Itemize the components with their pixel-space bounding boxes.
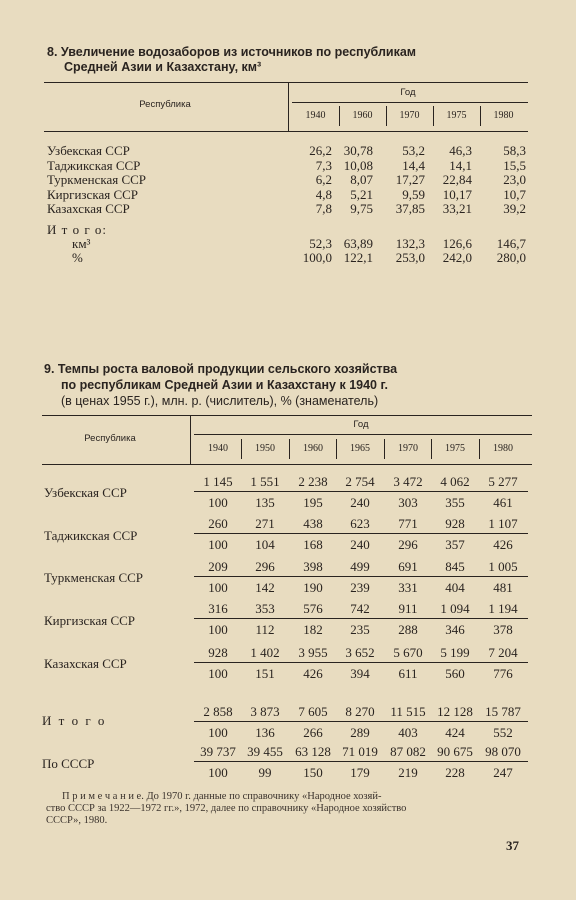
- table9-numerator: 3 873: [250, 704, 280, 719]
- table9-year-4: 1970: [398, 443, 418, 454]
- table9-numerator: 3 955: [298, 645, 328, 660]
- table9-denominator: 100: [208, 622, 228, 637]
- table8-year-3: 1975: [446, 110, 467, 121]
- table9-numerator: 1 107: [488, 516, 518, 531]
- table9-denominator: 100: [208, 725, 228, 740]
- table9-denominator: 228: [445, 765, 465, 780]
- table9-denominator: 346: [445, 622, 465, 637]
- table8-total-row-label: %: [72, 250, 83, 265]
- table9-numerator: 3 652: [345, 645, 375, 660]
- table9-denominator: 150: [303, 765, 323, 780]
- table8-cell: 14,1: [449, 158, 472, 173]
- table8-row-label: Казахская ССР: [47, 201, 130, 216]
- table9-denominator: 100: [208, 495, 228, 510]
- table9-denominator: 424: [445, 725, 465, 740]
- table9-denominator: 239: [350, 580, 370, 595]
- table8-top-rule: [44, 82, 528, 83]
- table9-row-label: Узбекская ССР: [44, 485, 127, 500]
- table8-header-year: Год: [400, 87, 416, 98]
- table9-numerator: 1 194: [488, 601, 518, 616]
- table8-cell: 17,27: [395, 172, 425, 187]
- table9-denominator: 289: [350, 725, 370, 740]
- table9-denominator: 100: [208, 666, 228, 681]
- table9-denominator: 247: [493, 765, 513, 780]
- table9-denominator: 611: [398, 666, 418, 681]
- table8-title-line2: Средней Азии и Казахстану, км³: [64, 60, 262, 74]
- table9-numerator: 71 019: [342, 744, 378, 759]
- table9-numerator: 15 787: [485, 704, 521, 719]
- table8-cell: 5,21: [350, 187, 373, 202]
- table8-cell: 6,2: [315, 172, 332, 187]
- table9-numerator: 296: [255, 559, 275, 574]
- table8-total-row-label: км³: [72, 236, 91, 251]
- table8-cell: 58,3: [503, 143, 526, 158]
- table8-cell: 39,2: [503, 201, 526, 216]
- table9-numerator: 2 238: [298, 474, 328, 489]
- table9-denominator: 99: [258, 765, 272, 780]
- table9-denominator: 100: [208, 537, 228, 552]
- table9-denominator: 776: [493, 666, 513, 681]
- table9-denominator: 426: [303, 666, 323, 681]
- table9-fraction-rule: [194, 576, 528, 577]
- table8-total-cell: 126,6: [442, 236, 472, 251]
- table9-numerator: 98 070: [485, 744, 521, 759]
- table9-header-year: Год: [353, 419, 369, 430]
- table8-cell: 33,21: [442, 201, 472, 216]
- table8-total-cell: 63,89: [343, 236, 373, 251]
- table9-denominator: 151: [255, 666, 275, 681]
- table9-denominator: 135: [255, 495, 275, 510]
- table9-numerator: 4 062: [440, 474, 470, 489]
- table9-fraction-rule: [194, 761, 528, 762]
- table8-total-cell: 132,3: [395, 236, 425, 251]
- table9-numerator: 742: [350, 601, 370, 616]
- table9-denominator: 240: [350, 537, 370, 552]
- table9-numerator: 499: [350, 559, 370, 574]
- table9-header-bottom-rule: [42, 464, 532, 465]
- table9-numerator: 11 515: [390, 704, 426, 719]
- table8-cell: 10,08: [343, 158, 373, 173]
- table9-top-rule: [42, 415, 532, 416]
- table8-year-sep: [433, 106, 434, 126]
- table8-cell: 22,84: [442, 172, 472, 187]
- table9-year-6: 1980: [493, 443, 513, 454]
- table9-numerator: 2 858: [203, 704, 233, 719]
- table9-row-label: Казахская ССР: [44, 656, 127, 671]
- table8-total-cell: 100,0: [302, 250, 332, 265]
- table8-cell: 30,78: [343, 143, 373, 158]
- table9-numerator: 87 082: [390, 744, 426, 759]
- table9-denominator: 394: [350, 666, 370, 681]
- table9-numerator: 1 145: [203, 474, 233, 489]
- table9-denominator: 426: [493, 537, 513, 552]
- table8-cell: 23,0: [503, 172, 526, 187]
- table9-year-1: 1950: [255, 443, 275, 454]
- table8-total-cell: 280,0: [496, 250, 526, 265]
- table9-denominator: 296: [398, 537, 418, 552]
- table8-cell: 7,8: [315, 201, 332, 216]
- table9-year-2: 1960: [303, 443, 323, 454]
- table9-denominator: 303: [398, 495, 418, 510]
- table8-total-cell: 242,0: [442, 250, 472, 265]
- table9-denominator: 142: [255, 580, 275, 595]
- table9-denominator: 136: [255, 725, 275, 740]
- table8-year-sep: [339, 106, 340, 126]
- table8-title-line1: 8. Увеличение водозаборов из источников по республикам: [47, 45, 417, 59]
- table8-cell: 8,07: [350, 172, 373, 187]
- table9-title-line1: 9. Темпы роста валовой продукции сельского хозяйства: [44, 362, 398, 376]
- table9-numerator: 1 005: [488, 559, 518, 574]
- table9-denominator: 378: [493, 622, 513, 637]
- table8-year-4: 1980: [493, 110, 514, 121]
- table8-cell: 15,5: [503, 158, 526, 173]
- table8-year-1: 1960: [352, 110, 373, 121]
- table8-cell: 26,2: [309, 143, 332, 158]
- table8-cell: 9,75: [350, 201, 373, 216]
- table8-total-cell: 52,3: [309, 236, 332, 251]
- table9-denominator: 240: [350, 495, 370, 510]
- table9-denominator: 461: [493, 495, 513, 510]
- table8-total-label: И т о г о:: [47, 222, 108, 237]
- table8-year-sep: [386, 106, 387, 126]
- table9-fraction-rule: [194, 662, 528, 663]
- table8-header-bottom-rule: [44, 131, 528, 132]
- table9-denominator: 288: [398, 622, 418, 637]
- table9-row-label: Таджикская ССР: [44, 528, 138, 543]
- table9-year-sep: [289, 439, 290, 459]
- table8-total-cell: 253,0: [395, 250, 425, 265]
- table9-denominator: 355: [445, 495, 465, 510]
- table9-fraction-rule: [194, 618, 528, 619]
- table9-fraction-rule: [194, 491, 528, 492]
- table8-cell: 53,2: [402, 143, 425, 158]
- table9-numerator: 353: [255, 601, 275, 616]
- table9-denominator: 190: [303, 580, 323, 595]
- table9-row-label: Киргизская ССР: [44, 613, 136, 628]
- footnote-line3: СССР», 1980.: [46, 815, 108, 826]
- table9-header-republic: Республика: [84, 433, 136, 444]
- table9-numerator: 209: [208, 559, 228, 574]
- table9-year-sep: [336, 439, 337, 459]
- table8-row-label: Таджикская ССР: [47, 158, 141, 173]
- table9-denominator: 104: [255, 537, 275, 552]
- table9-denominator: 219: [398, 765, 418, 780]
- table9-year-0: 1940: [208, 443, 228, 454]
- table9-numerator: 845: [445, 559, 465, 574]
- table8-cell: 4,8: [315, 187, 332, 202]
- table9-denominator: 403: [398, 725, 418, 740]
- table8-year-2: 1970: [399, 110, 420, 121]
- table8-year-rule: [292, 102, 528, 103]
- table8-year-sep: [480, 106, 481, 126]
- table9-numerator: 1 551: [250, 474, 280, 489]
- table9-denominator: 235: [350, 622, 370, 637]
- table9-numerator: 576: [303, 601, 323, 616]
- table9-numerator: 271: [255, 516, 275, 531]
- table9-numerator: 1 094: [440, 601, 470, 616]
- table8-header-republic: Республика: [139, 99, 191, 110]
- table9-numerator: 438: [303, 516, 323, 531]
- table9-denominator: 195: [303, 495, 323, 510]
- table9-numerator: 12 128: [437, 704, 473, 719]
- table8-year-0: 1940: [305, 110, 326, 121]
- table9-numerator: 691: [398, 559, 418, 574]
- table9-numerator: 260: [208, 516, 228, 531]
- table9-denominator: 481: [493, 580, 513, 595]
- table9-numerator: 39 455: [247, 744, 283, 759]
- table8-cell: 9,59: [402, 187, 425, 202]
- table9-row-label: И т о г о: [42, 713, 107, 728]
- table8-total-cell: 122,1: [343, 250, 373, 265]
- table9-denominator: 560: [445, 666, 465, 681]
- table9-numerator: 316: [208, 601, 228, 616]
- table9-title-line3: (в ценах 1955 г.), млн. р. (числитель), % (знаменатель): [61, 394, 379, 408]
- table9-denominator: 404: [445, 580, 465, 595]
- table9-year-sep: [431, 439, 432, 459]
- table9-denominator: 100: [208, 580, 228, 595]
- table9-row-label: По СССР: [42, 756, 95, 771]
- table9-year-sep: [479, 439, 480, 459]
- table9-fraction-rule: [194, 533, 528, 534]
- table9-denominator: 331: [398, 580, 418, 595]
- table8-cell: 10,7: [503, 187, 526, 202]
- table9-year-3: 1965: [350, 443, 370, 454]
- table9-denominator: 112: [255, 622, 275, 637]
- table9-numerator: 623: [350, 516, 370, 531]
- table9-numerator: 7 204: [488, 645, 518, 660]
- table8-row-label: Киргизская ССР: [47, 187, 139, 202]
- footnote-line2: ство СССР за 1922—1972 гг.», 1972, далее по справочнику «Народное хозяйство: [46, 803, 407, 814]
- page-number: 37: [506, 838, 519, 853]
- table9-year-sep: [241, 439, 242, 459]
- table9-denominator: 357: [445, 537, 465, 552]
- table8-total-cell: 146,7: [496, 236, 526, 251]
- table9-denominator: 552: [493, 725, 513, 740]
- footnote-line1: П р и м е ч а н и е. До 1970 г. данные по справочнику «Народное хозяй-: [62, 791, 382, 802]
- table9-numerator: 7 605: [298, 704, 328, 719]
- table9-year-5: 1975: [445, 443, 465, 454]
- table8-cell: 14,4: [402, 158, 425, 173]
- table8-row-label: Узбекская ССР: [47, 143, 130, 158]
- table9-numerator: 398: [303, 559, 323, 574]
- table9-numerator: 911: [398, 601, 418, 616]
- table9-numerator: 90 675: [437, 744, 473, 759]
- table9-fraction-rule: [194, 721, 528, 722]
- table9-numerator: 39 737: [200, 744, 236, 759]
- table9-numerator: 1 402: [250, 645, 280, 660]
- table9-denominator: 266: [303, 725, 323, 740]
- table9-numerator: 5 199: [440, 645, 470, 660]
- table9-numerator: 928: [445, 516, 465, 531]
- table9-title-line2: по республикам Средней Азии и Казахстану к 1940 г.: [61, 378, 388, 392]
- table9-numerator: 771: [398, 516, 418, 531]
- table9-numerator: 8 270: [345, 704, 375, 719]
- table8-cell: 10,17: [442, 187, 472, 202]
- table9-row-label: Туркменская ССР: [44, 570, 144, 585]
- table8-cell: 46,3: [449, 143, 472, 158]
- table9-numerator: 5 670: [393, 645, 423, 660]
- table9-numerator: 928: [208, 645, 228, 660]
- table9-denominator: 168: [303, 537, 323, 552]
- table9-numerator: 63 128: [295, 744, 331, 759]
- table9-denominator: 100: [208, 765, 228, 780]
- table8-row-label: Туркменская ССР: [47, 172, 147, 187]
- table9-numerator: 5 277: [488, 474, 518, 489]
- table9-year-sep: [384, 439, 385, 459]
- table9-year-rule: [194, 434, 532, 435]
- table9-numerator: 3 472: [393, 474, 423, 489]
- table9-denominator: 182: [303, 622, 323, 637]
- table9-denominator: 179: [350, 765, 370, 780]
- table8-cell: 7,3: [315, 158, 332, 173]
- table9-numerator: 2 754: [345, 474, 375, 489]
- table8-cell: 37,85: [395, 201, 425, 216]
